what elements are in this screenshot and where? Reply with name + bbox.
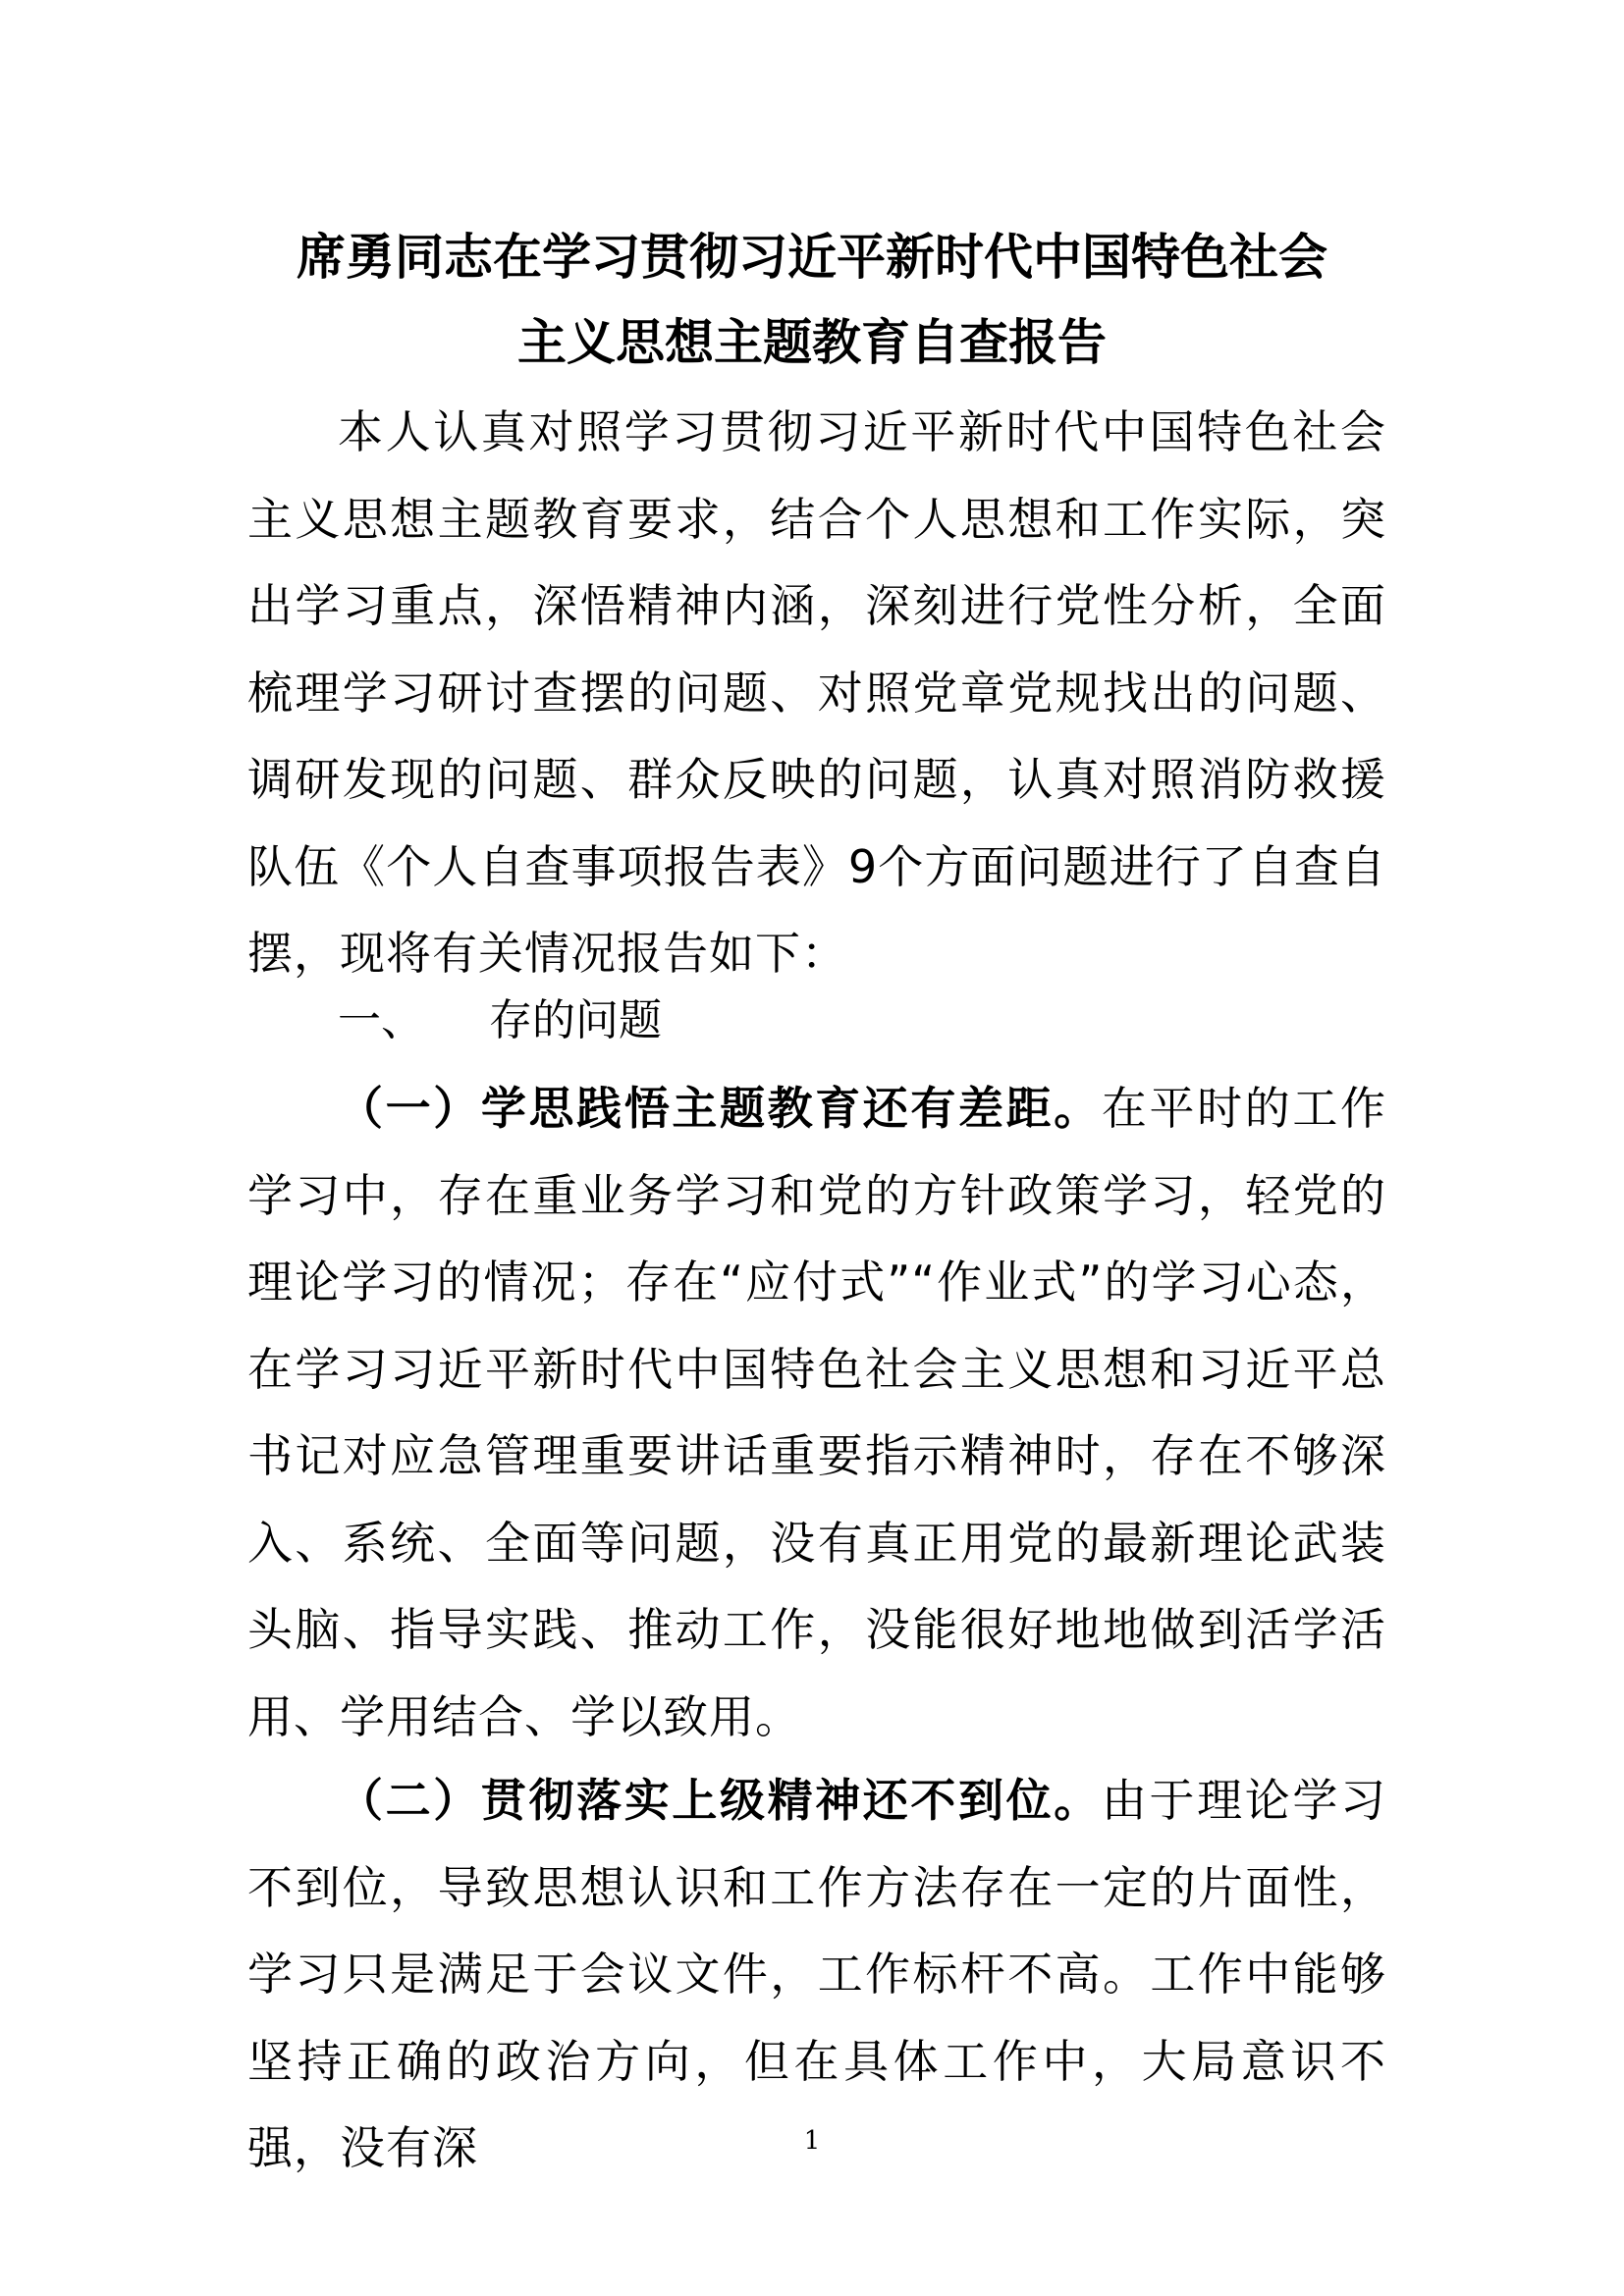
section-number: 一、 — [338, 995, 424, 1045]
section-heading-1 — [338, 991, 662, 1050]
page-number: 1 — [803, 2126, 821, 2156]
section-label: 存的问题 — [489, 995, 662, 1045]
item-paragraph-1 — [247, 1065, 1386, 1760]
intro-text: 本人认真对照学习贯彻习近平新时代中国特色社会主义思想主题教育要求，结合个人思想和工作实际，突出学习重点，深悟精神内涵，深刻进行党性分析，全面梳理学习研讨查摆的问题、对照党章党规找出的问题、调研发现的问题、群众反映的问题，认真对照消防救援队伍《个人自查事项报告表》9个方面问题进行了自查自摆，现将有关情况报告如下： — [247, 405, 1386, 980]
item-1-text: 在平时的工作学习中，存在重业务学习和党的方针政策学习，轻党的理论学习的情况；存在“应付式”“作业式”的学习心态，在学习习近平新时代中国特色社会主义思想和习近平总书记对应急管理重要讲话重要指示精神时，存在不够深入、系统、全面等问题，没有真正用党的最新理论武装头脑、指导实践、推动工作，没能很好地地做到活学活用、学用结合、学以致用。 — [247, 1082, 1387, 1743]
intro-paragraph — [247, 389, 1386, 997]
document-title-line-1: 席勇同志在学习贯彻习近平新时代中国特色社会 — [297, 229, 1327, 286]
item-1-heading: （一）学思践悟主题教育还有差距。 — [338, 1082, 1102, 1135]
document-title-line-2: 主义思想主题教育自查报告 — [517, 314, 1107, 371]
item-2-heading: （二）贯彻落实上级精神还不到位。 — [338, 1774, 1102, 1827]
item-2-text: 由于理论学习不到位，导致思想认识和工作方法存在一定的片面性，学习只是满足于会议文件，工作标杆不高。工作中能够坚持正确的政治方向，但在具体工作中，大局意识不强，没有深 — [247, 1774, 1387, 2174]
